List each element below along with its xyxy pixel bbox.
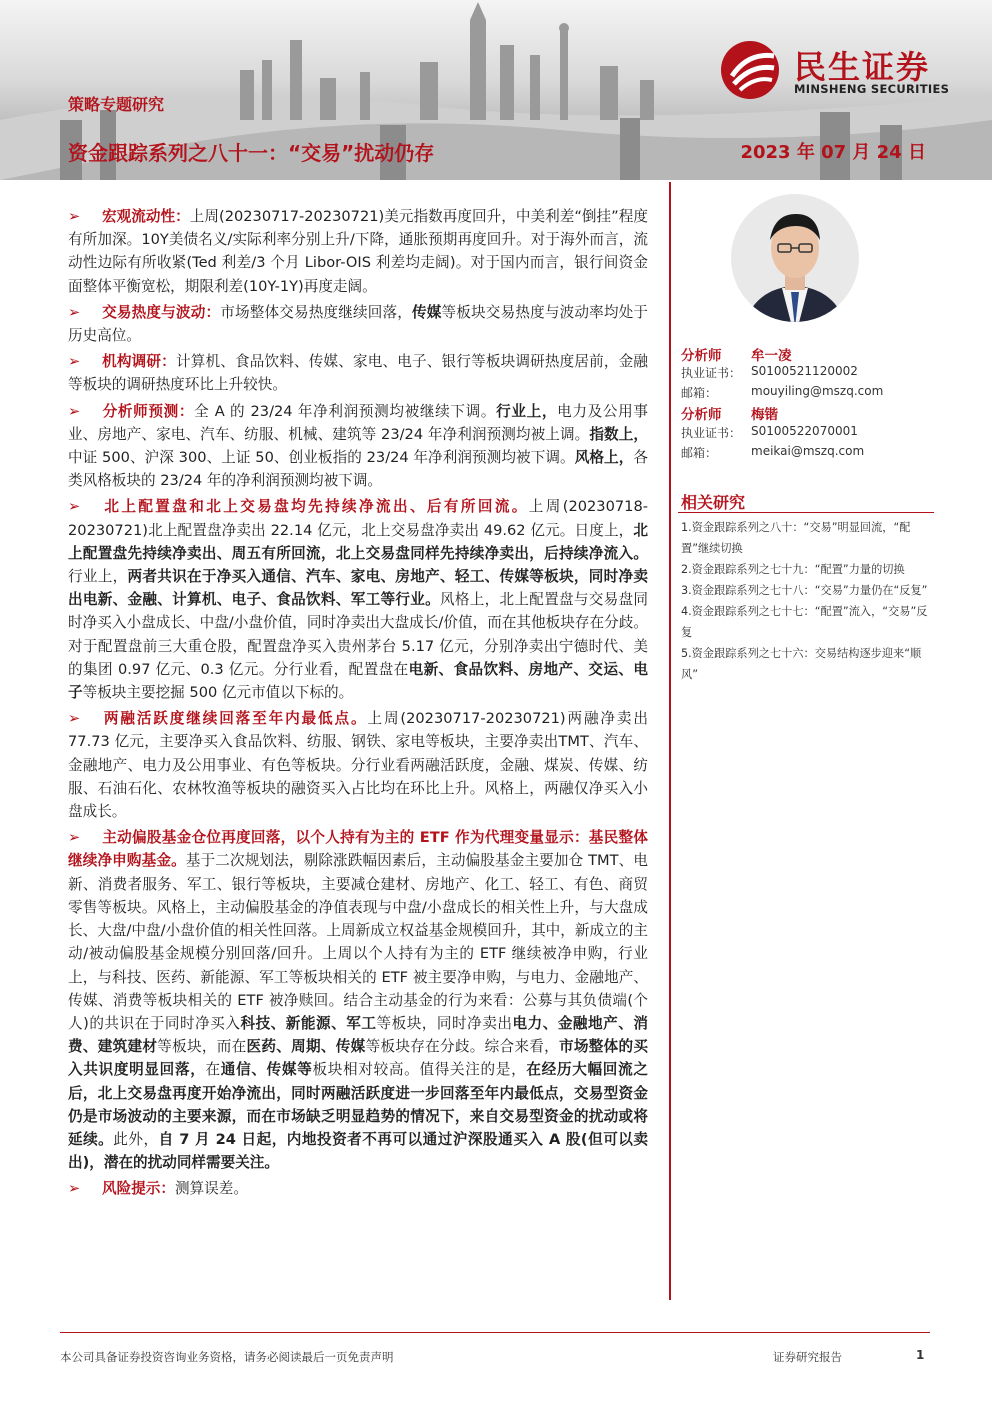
related-research-item[interactable]: 1.资金跟踪系列之八十：“交易”明显回流，“配置”继续切换: [681, 521, 911, 555]
summary-trading-heat: ➢ 交易热度与波动：市场整体交易热度继续回落，传媒等板块交易热度与波动率均处于历史高位。: [68, 301, 648, 347]
summary-active-funds: ➢ 主动偏股基金仓位再度回落，以个人持有为主的 ETF 作为代理变量显示：基民整体继续净申购基金。基于二次规划法，剔除涨跌幅因素后，主动偏股基金主要加仓 TMT、电新、消费者服务、军工、银行等板块，主要减仓建材、房地产、化工、轻工、有色、商贸零售等板块。风格上，主动偏股基金的净值表现与中盘/小盘成长的相关性上升，与大盘成长、大盘/中盘/小盘价值的相关性回落。上周新成立权益基金规模回升，其中，新成立的主动/被动偏股基金规模分别回落/回升。上周以个人持有为主的 ETF 继续被净申购，行业上，与科技、医药、新能源、军工等板块相关的 ETF 被主要净申购，与电力、金融地产、传媒、消费等板块相关的 ETF 被净赎回。结合主动基金的行为来看：公募与其负债端(个人)的共识在于同时净买入科技、新能源、军工等板块，同时净卖出电力、金融地产、消费、建筑建材等板块，而在医药、周期、传媒等板块存在分歧。综合来看，市场整体的买入共识度明显回落，在通信、传媒等板块相对较高。值得关注的是，在经历大幅回流之后，北上交易盘再度开始净流出，同时两融活跃度进一步回落至年内最低点，交易型资金仍是市场波动的主要来源，而在市场缺乏明显趋势的情况下，来自交易型资金的扰动或将延续。此外，自 7 月 24 日起，内地投资者不再可以通过沪深股通买入 A 股(但可以卖出)，潜在的扰动同样需要关注。: [68, 826, 648, 1174]
analyst-email-link[interactable]: meikai@mszq.com: [751, 444, 865, 458]
logo-chinese-name: 民生证券: [794, 48, 931, 86]
summary-risk-warning: ➢ 风险提示：测算误差。: [68, 1177, 648, 1200]
analyst-avatar-icon: [730, 188, 860, 338]
logo-english-name: MINSHENG SECURITIES: [794, 82, 950, 96]
summary-analyst-forecast: ➢ 分析师预测：全 A 的 23/24 年净利润预测均被继续下调。行业上，电力及公用事业、房地产、家电、汽车、纺服、机械、建筑等 23/24 年净利润预测均被上调。指数上，中证 500、沪深 300、上证 50、创业板指的 23/24 年净利润预测均被下调。风格上，各类风格板块的 23/24 年的净利润预测均被下调。: [68, 400, 648, 493]
report-title: 资金跟踪系列之八十一：“交易”扰动仍存: [68, 141, 435, 165]
analyst-email-link[interactable]: mouyiling@mszq.com: [751, 384, 884, 398]
related-research-title: 相关研究: [681, 493, 746, 512]
analyst-cert: S0100522070001: [751, 424, 858, 438]
analyst-2: 分析师 梅锴 执业证书： S0100522070001 邮箱： meikai@mszq.com: [681, 403, 931, 465]
column-divider: [669, 182, 671, 1300]
summary-margin-trading: ➢ 两融活跃度继续回落至年内最低点。上周(20230717-20230721)两融净卖出 77.73 亿元，主要净买入食品饮料、纺服、钢铁、家电等板块，主要净卖出TMT、汽车、金融地产、电力及公用事业、有色等板块。分行业看两融活跃度，金融、煤炭、传媒、纺服、石油石化、农林牧渔等板块的融资买入占比均在环比上升。风格上，两融仅净买入小盘成长。: [68, 707, 648, 823]
summary-institution-research: ➢ 机构调研：计算机、食品饮料、传媒、家电、电子、银行等板块调研热度居前，金融等板块的调研热度环比上升较快。: [68, 350, 648, 396]
related-research-item[interactable]: 4.资金跟踪系列之七十七：“配置”流入，“交易”反复: [681, 605, 928, 639]
analyst-name: 梅锴: [751, 407, 778, 423]
related-research-list: [681, 517, 931, 685]
analyst-name: 牟一凌: [751, 348, 792, 364]
related-research-divider: [678, 512, 934, 513]
bullet-arrow-icon: ➢: [68, 402, 81, 420]
bullet-arrow-icon: ➢: [68, 208, 81, 225]
related-research-item[interactable]: 2.资金跟踪系列之七十九：“配置”力量的切换: [681, 563, 905, 576]
minsheng-logo: [718, 38, 968, 102]
bullet-arrow-icon: ➢: [68, 829, 81, 847]
minsheng-logo-icon: [718, 38, 788, 102]
bullet-arrow-icon: ➢: [68, 710, 81, 728]
footer-disclaimer: 本公司具备证券投资咨询业务资格，请务必阅读最后一页免责声明: [60, 1350, 394, 1364]
related-research-item[interactable]: 3.资金跟踪系列之七十八：“交易”力量仍在“反复”: [681, 584, 928, 597]
bullet-arrow-icon: ➢: [68, 353, 81, 371]
summary-macro-liquidity: ➢ 宏观流动性：上周(20230717-20230721)美元指数再度回升，中美利差“倒挂”程度有所加深。10Y美债名义/实际利率分别上升/下降，通胀预期再度回升。对于海外而言，流动性边际有所收紧(Ted 利差/3 个月 Libor-OIS 利差均走阔)。对于国内而言，银行间资金面整体平衡宽松，期限利差(10Y-1Y)再度走阔。: [68, 205, 648, 298]
analyst-cert: S0100521120002: [751, 364, 858, 378]
footer-report-type: 证券研究报告: [773, 1350, 842, 1364]
bullet-arrow-icon: ➢: [68, 498, 81, 516]
footer-divider: [60, 1332, 930, 1333]
report-header: [0, 0, 992, 180]
related-research-item[interactable]: 5.资金跟踪系列之七十六：交易结构逐步迎来“顺风”: [681, 647, 922, 681]
summary-northbound: ➢ 北上配置盘和北上交易盘均先持续净流出、后有所回流。上周(20230718-20230721)北上配置盘净卖出 22.14 亿元，北上交易盘净卖出 49.62 亿元。日度上，北上配置盘先持续净卖出、周五有所回流，北上交易盘同样先持续净卖出，后持续净流入。行业上，两者共识在于净买入通信、汽车、家电、房地产、轻工、传媒等板块，同时净卖出电新、金融、计算机、电子、食品饮料、军工等行业。风格上，北上配置盘与交易盘同时净买入小盘成长、中盘/小盘价值，同时净卖出大盘成长/价值，而在其他板块存在分歧。对于配置盘前三大重仓股，配置盘净买入贵州茅台 5.17 亿元，分别净卖出宁德时代、美的集团 0.97 亿元、0.3 亿元。分行业看，配置盘在电新、食品饮料、房地产、交运、电子等板块主要挖掘 500 亿元市值以下标的。: [68, 495, 648, 704]
analyst-1: 分析师 牟一凌 执业证书： S0100521120002 邮箱： mouyiling@mszq.com: [681, 344, 931, 406]
main-summary: [68, 205, 648, 1204]
bullet-arrow-icon: ➢: [68, 303, 81, 321]
report-date: 2023 年 07 月 24 日: [740, 142, 926, 163]
bullet-arrow-icon: ➢: [68, 1180, 81, 1198]
page-number: 1: [916, 1348, 925, 1362]
report-category: 策略专题研究: [68, 95, 165, 114]
